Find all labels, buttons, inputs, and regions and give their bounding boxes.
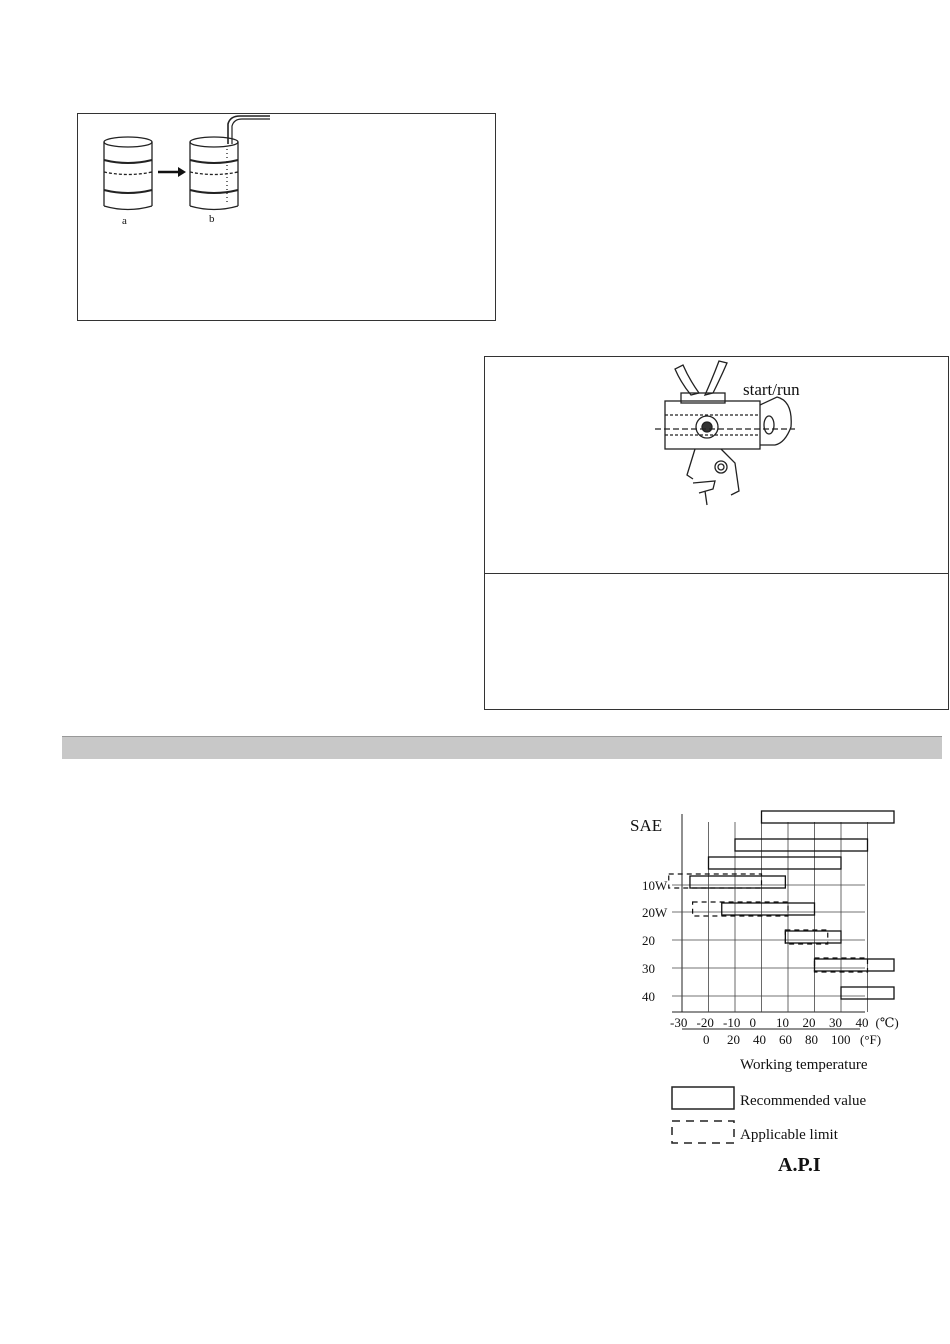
- grade-label: 10W: [642, 878, 668, 893]
- drum-b-graphic: [190, 116, 270, 210]
- switch-figure-caption-area: [484, 573, 949, 710]
- sae-grid: [672, 814, 865, 1012]
- grade-label: 20W: [642, 905, 668, 920]
- sae-chart-svg: [620, 800, 910, 1180]
- celsius-tick: -10: [723, 1015, 741, 1030]
- x-axis-title: Working temperature: [740, 1057, 868, 1073]
- celsius-tick: -30: [670, 1015, 688, 1030]
- legend-recommended-swatch: [672, 1087, 734, 1109]
- drum-illustration: [78, 114, 495, 320]
- fahrenheit-unit: (°F): [860, 1032, 882, 1047]
- celsius-tick: -20: [696, 1015, 714, 1030]
- sae-title: SAE: [630, 816, 663, 835]
- celsius-tick: 10: [776, 1015, 789, 1030]
- recommended-bar: [709, 857, 842, 869]
- celsius-tick: 0: [749, 1015, 756, 1030]
- grade-label: 40: [642, 989, 655, 1004]
- grade-label: 20: [642, 933, 655, 948]
- celsius-unit: (℃): [875, 1015, 899, 1030]
- sae-oil-chart: [620, 800, 910, 1180]
- fahrenheit-tick: 0: [703, 1032, 710, 1047]
- applicable-bar: [693, 902, 788, 916]
- legend-applicable-swatch: [672, 1121, 734, 1143]
- celsius-tick-labels: [670, 1015, 899, 1030]
- sae-grade-labels: [642, 878, 668, 1004]
- recommended-bar: [815, 959, 895, 971]
- drum-a-graphic: [104, 137, 152, 210]
- recommended-bar: [735, 839, 868, 851]
- fahrenheit-tick: 80: [805, 1032, 818, 1047]
- grade-label: 30: [642, 961, 655, 976]
- applicable-bar: [785, 930, 827, 944]
- recommended-bar: [785, 931, 841, 943]
- fahrenheit-tick: 40: [753, 1032, 766, 1047]
- fahrenheit-tick: 60: [779, 1032, 792, 1047]
- sae-bars: [669, 811, 894, 999]
- drum-figure-frame: [77, 113, 496, 321]
- start-run-label: start/run: [743, 380, 800, 399]
- legend-applicable-label: Applicable limit: [740, 1127, 838, 1143]
- celsius-tick: 40: [855, 1015, 869, 1030]
- recommended-bar: [762, 811, 895, 823]
- drum-b-label: b: [209, 213, 215, 225]
- arrow-icon: [158, 167, 186, 177]
- switch-illustration: [485, 357, 948, 573]
- fahrenheit-tick: 100: [831, 1032, 851, 1047]
- fahrenheit-tick-labels: [703, 1032, 881, 1047]
- api-footer: A.P.I: [778, 1154, 821, 1176]
- recommended-bar: [722, 903, 815, 915]
- section-header-bar: [62, 736, 942, 759]
- celsius-tick: 20: [802, 1015, 816, 1030]
- recommended-bar: [690, 876, 785, 888]
- switch-figure-frame: [484, 356, 949, 574]
- drum-a-label: a: [122, 215, 127, 227]
- celsius-tick: 30: [829, 1015, 842, 1030]
- fahrenheit-tick: 20: [727, 1032, 740, 1047]
- legend-recommended-label: Recommended value: [740, 1093, 867, 1109]
